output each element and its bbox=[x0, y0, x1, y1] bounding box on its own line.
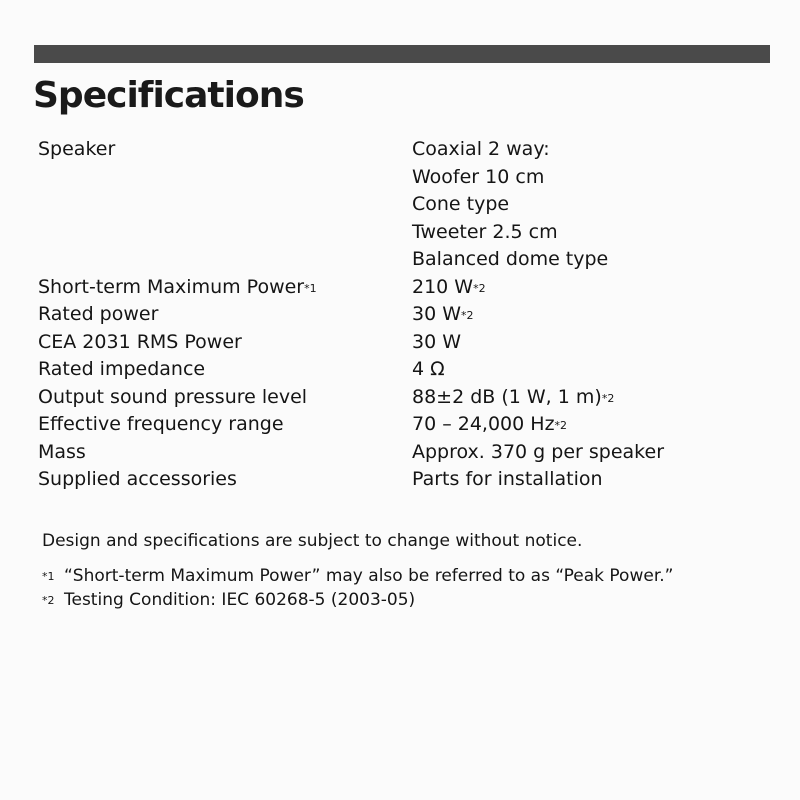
spec-value-text: 70 – 24,000 Hz bbox=[412, 413, 555, 435]
spec-label bbox=[38, 136, 412, 164]
spec-label bbox=[38, 274, 412, 302]
footnote bbox=[42, 588, 673, 612]
spec-value-text: Parts for installation bbox=[412, 468, 603, 490]
spec-value-text: Woofer 10 cm bbox=[412, 165, 545, 188]
spec-value bbox=[412, 219, 758, 247]
spec-label-text: Supplied accessories bbox=[38, 468, 237, 490]
spec-value-text: 88±2 dB (1 W, 1 m) bbox=[412, 385, 602, 408]
spec-label bbox=[38, 384, 412, 412]
spec-label bbox=[38, 301, 412, 329]
spec-row bbox=[38, 439, 758, 467]
spec-value bbox=[412, 246, 758, 274]
spec-row bbox=[38, 136, 758, 274]
spec-values bbox=[412, 466, 758, 494]
notice-text: Design and specifications are subject to change without notice. bbox=[42, 531, 583, 551]
spec-value-text: 30 W bbox=[412, 303, 462, 325]
spec-value bbox=[412, 466, 758, 494]
spec-value-text: Cone type bbox=[412, 193, 510, 215]
spec-row bbox=[38, 356, 758, 384]
spec-value bbox=[412, 136, 758, 164]
footnote-mark: *2 bbox=[42, 594, 55, 607]
spec-value bbox=[412, 356, 758, 384]
header-bar bbox=[34, 45, 770, 63]
spec-value-text: Balanced dome type bbox=[412, 248, 609, 270]
spec-value bbox=[412, 164, 758, 192]
footnote-reference: *2 bbox=[473, 281, 486, 295]
spec-values bbox=[412, 136, 758, 274]
spec-value-text: Approx. 370 g per speaker bbox=[412, 440, 665, 463]
spec-row bbox=[38, 329, 758, 357]
spec-values bbox=[412, 274, 758, 302]
spec-label-text: CEA 2031 RMS Power bbox=[38, 330, 242, 353]
spec-values bbox=[412, 301, 758, 329]
footnote-text: “Short-term Maximum Power” may also be referred to as “Peak Power.” bbox=[64, 566, 674, 586]
spec-label-text: Rated impedance bbox=[38, 358, 206, 380]
spec-values bbox=[412, 439, 758, 467]
spec-label-text: Rated power bbox=[38, 303, 159, 325]
footnote-reference: *2 bbox=[601, 391, 615, 405]
spec-label bbox=[38, 466, 412, 494]
footnote-reference: *1 bbox=[304, 281, 317, 295]
spec-label-text: Output sound pressure level bbox=[38, 385, 308, 408]
footnotes bbox=[42, 564, 673, 612]
spec-value bbox=[412, 191, 758, 219]
spec-label bbox=[38, 411, 412, 439]
page-title: Specifications bbox=[33, 75, 304, 116]
spec-values bbox=[412, 411, 758, 439]
spec-value bbox=[412, 274, 758, 302]
spec-value bbox=[412, 411, 758, 439]
footnote-reference: *2 bbox=[554, 419, 568, 432]
spec-value-text: 4 Ω bbox=[412, 358, 445, 380]
spec-table bbox=[38, 136, 758, 494]
spec-label-text: Mass bbox=[38, 440, 86, 463]
spec-row bbox=[38, 411, 758, 439]
spec-row bbox=[38, 274, 758, 302]
spec-row bbox=[38, 301, 758, 329]
spec-row bbox=[38, 384, 758, 412]
spec-values bbox=[412, 356, 758, 384]
spec-values bbox=[412, 329, 758, 357]
spec-label bbox=[38, 329, 412, 357]
footnote-text: Testing Condition: IEC 60268-5 (2003-05) bbox=[64, 590, 416, 610]
spec-value bbox=[412, 301, 758, 329]
spec-value-text: 210 W bbox=[412, 275, 474, 298]
spec-row bbox=[38, 466, 758, 494]
spec-value-text: Coaxial 2 way: bbox=[412, 138, 550, 160]
spec-label bbox=[38, 439, 412, 467]
spec-value-text: Tweeter 2.5 cm bbox=[412, 220, 558, 243]
spec-value bbox=[412, 384, 758, 412]
spec-value bbox=[412, 439, 758, 467]
spec-label-text: Effective frequency range bbox=[38, 413, 284, 435]
spec-values bbox=[412, 384, 758, 412]
spec-value-text: 30 W bbox=[412, 330, 462, 353]
footnote-reference: *2 bbox=[461, 309, 474, 322]
spec-label-text: Short-term Maximum Power bbox=[38, 275, 305, 298]
footnote-mark: *1 bbox=[42, 570, 55, 583]
spec-label bbox=[38, 356, 412, 384]
footnote bbox=[42, 564, 673, 588]
spec-label-text: Speaker bbox=[38, 138, 116, 160]
spec-value bbox=[412, 329, 758, 357]
